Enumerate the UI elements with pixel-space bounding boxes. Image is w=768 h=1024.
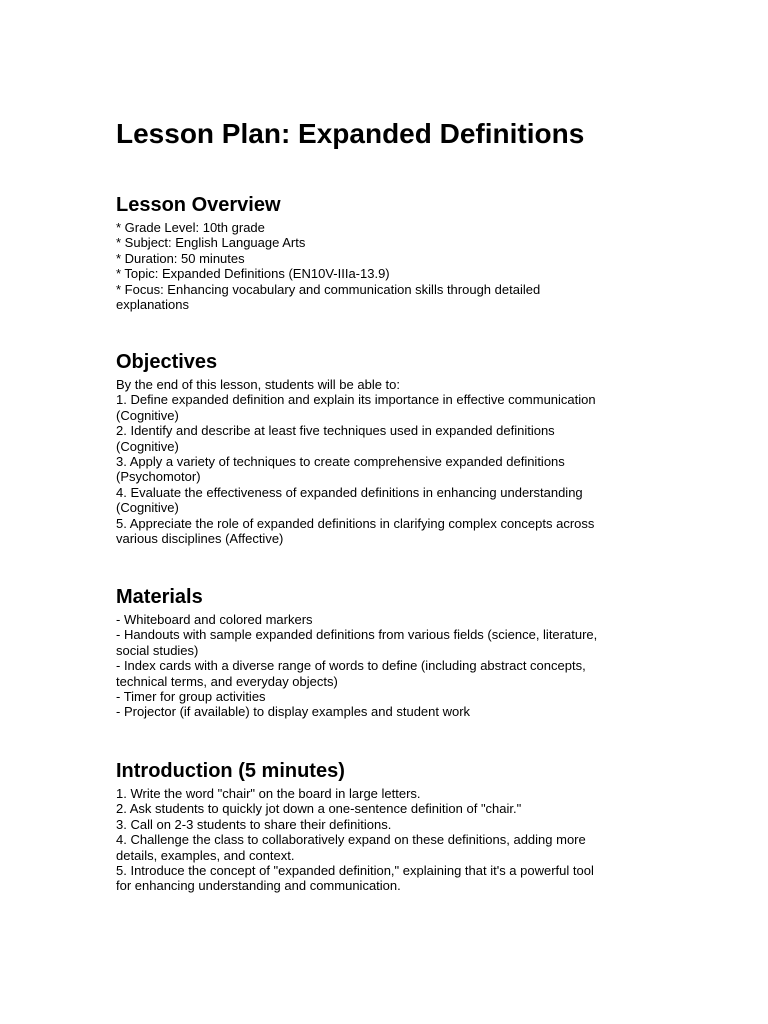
materials-line: - Whiteboard and colored markers	[116, 612, 313, 627]
objectives-line: 3. Apply a variety of techniques to create comprehensive expanded definitions	[116, 454, 565, 470]
objectives-body	[116, 377, 656, 546]
objectives-line: various disciplines (Affective)	[116, 531, 284, 547]
overview-line: * Grade Level: 10th grade	[116, 220, 265, 235]
objectives-line: 5. Appreciate the role of expanded definitions in clarifying complex concepts across	[116, 515, 595, 531]
objectives-section	[116, 350, 656, 546]
introduction-line: 3. Call on 2-3 students to share their definitions.	[116, 816, 392, 832]
materials-line: social studies)	[116, 642, 199, 658]
materials-body	[116, 612, 656, 720]
lesson-overview-heading: Lesson Overview	[116, 194, 281, 216]
introduction-line: details, examples, and context.	[116, 847, 295, 863]
document-title: Lesson Plan: Expanded Definitions	[116, 118, 585, 149]
objectives-line: 1. Define expanded definition and explain its importance in effective communication	[116, 392, 596, 408]
overview-line: explanations	[116, 297, 189, 313]
objectives-line: 4. Evaluate the effectiveness of expanded definitions in enhancing understanding	[116, 484, 583, 500]
introduction-line: for enhancing understanding and communication.	[116, 878, 401, 894]
overview-line: * Duration: 50 minutes	[116, 250, 245, 266]
objectives-line: 2. Identify and describe at least five techniques used in expanded definitions	[116, 423, 555, 439]
objectives-line: (Cognitive)	[116, 407, 179, 423]
objectives-heading: Objectives	[116, 351, 218, 373]
materials-line: - Index cards with a diverse range of words to define (including abstract concepts,	[116, 658, 586, 674]
materials-heading: Materials	[116, 586, 203, 608]
objectives-line: (Cognitive)	[116, 500, 179, 516]
materials-line: - Handouts with sample expanded definitions from various fields (science, literature,	[116, 627, 598, 643]
overview-line: * Subject: English Language Arts	[116, 235, 306, 251]
introduction-line: 5. Introduce the concept of "expanded definition," explaining that it's a powerful tool	[116, 863, 594, 879]
introduction-line: 2. Ask students to quickly jot down a one-sentence definition of "chair."	[116, 801, 522, 817]
materials-section	[116, 585, 656, 720]
introduction-line: 1. Write the word "chair" on the board in large letters.	[116, 786, 421, 801]
introduction-line: 4. Challenge the class to collaboratively expand on these definitions, adding more	[116, 832, 586, 848]
overview-line: * Topic: Expanded Definitions (EN10V-IIIa-13.9)	[116, 266, 390, 282]
introduction-section	[116, 759, 656, 894]
lesson-overview-section	[116, 193, 656, 312]
introduction-body	[116, 786, 656, 894]
introduction-heading: Introduction (5 minutes)	[116, 760, 345, 782]
objectives-line: (Psychomotor)	[116, 469, 201, 485]
objectives-line: By the end of this lesson, students will be able to:	[116, 377, 401, 392]
objectives-line: (Cognitive)	[116, 438, 179, 454]
materials-line: - Timer for group activities	[116, 689, 266, 705]
overview-line: * Focus: Enhancing vocabulary and communication skills through detailed	[116, 281, 541, 297]
lesson-overview-body	[116, 220, 656, 312]
materials-line: technical terms, and everyday objects)	[116, 673, 338, 689]
materials-line: - Projector (if available) to display examples and student work	[116, 704, 471, 720]
